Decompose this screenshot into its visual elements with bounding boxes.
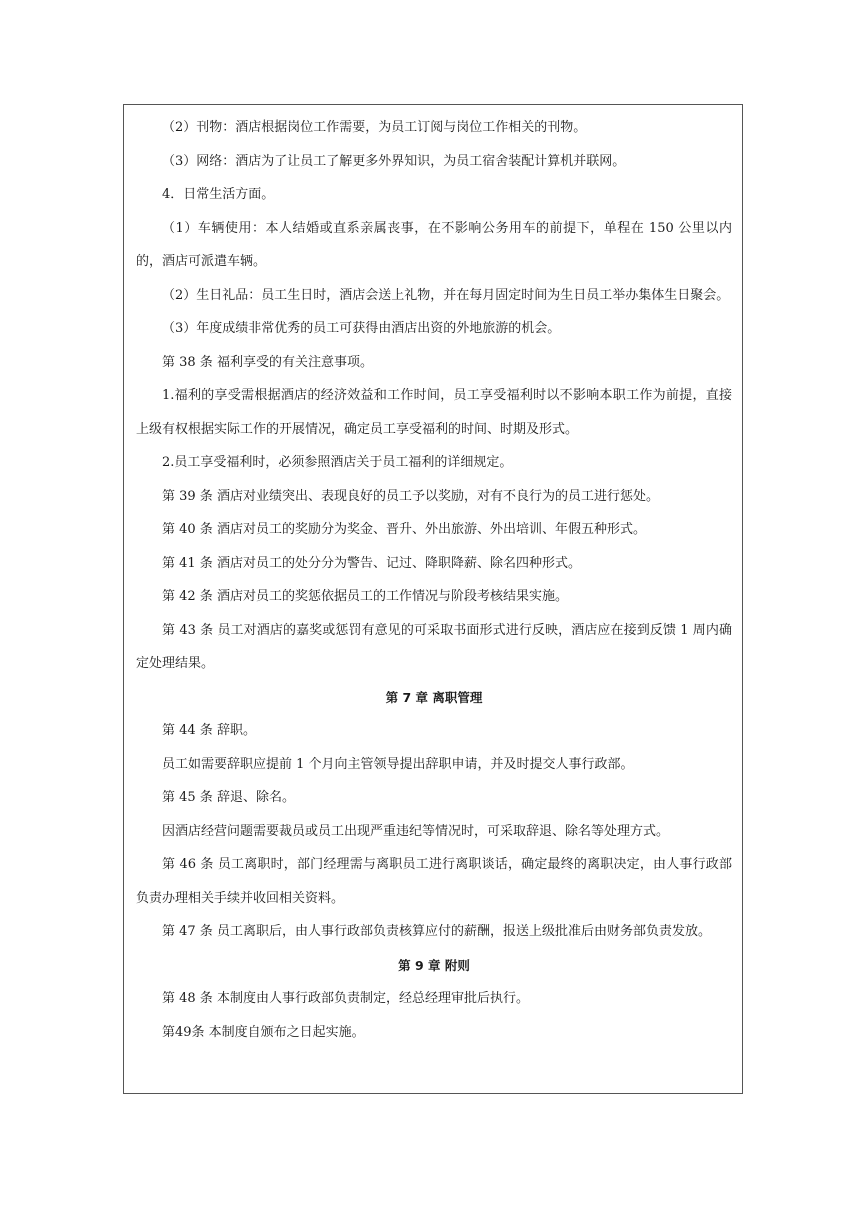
article: 第 40 条 酒店对员工的奖励分为奖金、晋升、外出旅游、外出培训、年假五种形式。 <box>162 522 646 537</box>
article: 第 47 条 员工离职后，由人事行政部负责核算应付的薪酬，报送上级批准后由财务部负责发放。 <box>162 924 711 939</box>
article: 第 46 条 员工离职时，部门经理需与离职员工进行离职谈话，确定最终的离职决定，由人事行政部负责办理相关手续并收回相关资料。 <box>136 857 732 906</box>
document-frame <box>123 104 743 1094</box>
paragraph: （2）生日礼品：员工生日时，酒店会送上礼物，并在每月固定时间为生日员工举办集体生日聚会。 <box>162 287 730 303</box>
article: 第 48 条 本制度由人事行政部负责制定，经总经理审批后执行。 <box>162 991 529 1006</box>
paragraph: （1）车辆使用：本人结婚或直系亲属丧事，在不影响公务用车的前提下，单程在 150 公里以内的，酒店可派遣车辆。 <box>136 220 732 269</box>
paragraph: 员工如需要辞职应提前 1 个月向主管领导提出辞职申请，并及时提交人事行政部。 <box>162 756 634 772</box>
article: 第 44 条 辞职。 <box>162 723 256 738</box>
article: 第 39 条 酒店对业绩突出、表现良好的员工予以奖励，对有不良行为的员工进行惩处。 <box>162 488 659 504</box>
article-heading: 第 38 条 福利享受的有关注意事项。 <box>162 354 373 370</box>
paragraph: 1.福利的享受需根据酒店的经济效益和工作时间，员工享受福利时以不影响本职工作为前提，直接上级有权根据实际工作的开展情况，确定员工享受福利的时间、时期及形式。 <box>136 388 732 437</box>
article: 第49条 本制度自颁布之日起实施。 <box>162 1024 365 1040</box>
article: 第 42 条 酒店对员工的奖惩依据员工的工作情况与阶段考核结果实施。 <box>162 589 568 604</box>
paragraph: （2）刊物：酒店根据岗位工作需要，为员工订阅与岗位工作相关的刊物。 <box>162 120 587 135</box>
document-content <box>136 111 732 1049</box>
paragraph: 2.员工享受福利时，必须参照酒店关于员工福利的详细规定。 <box>162 455 513 470</box>
paragraph: （3）年度成绩非常优秀的员工可获得由酒店出资的外地旅游的机会。 <box>162 321 561 336</box>
article: 第 41 条 酒店对员工的处分分为警告、记过、降职降薪、除名四种形式。 <box>162 555 581 571</box>
paragraph: 4．日常生活方面。 <box>162 187 275 202</box>
paragraph: （3）网络：酒店为了让员工了解更多外界知识，为员工宿舍装配计算机并联网。 <box>162 153 626 169</box>
paragraph: 因酒店经营问题需要裁员或员工出现严重违纪等情况时，可采取辞退、除名等处理方式。 <box>162 823 670 839</box>
chapter-heading: 第 9 章 附则 <box>398 957 470 973</box>
article: 第 45 条 辞退、除名。 <box>162 790 295 805</box>
article: 第 43 条 员工对酒店的嘉奖或惩罚有意见的可采取书面形式进行反映，酒店应在接到反馈 1 周内确定处理结果。 <box>136 622 732 671</box>
chapter-heading: 第 7 章 离职管理 <box>385 689 483 705</box>
